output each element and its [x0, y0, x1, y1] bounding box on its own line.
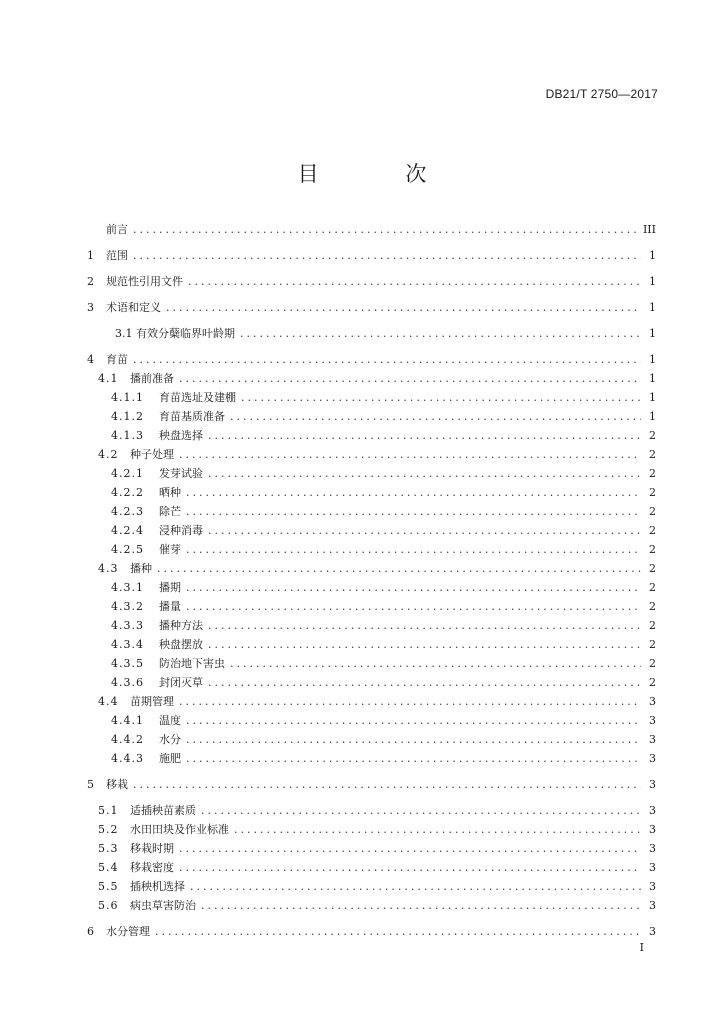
toc-entry-label: 播种方法	[159, 619, 203, 632]
toc-entry-page: 2	[649, 448, 656, 461]
toc-entry-label: 催芽	[159, 543, 181, 556]
toc-dot-leader	[186, 578, 641, 597]
toc-entry	[87, 801, 656, 820]
toc-entry-label: 浸种消毒	[159, 524, 203, 537]
toc-entry-label: 防治地下害虫	[159, 657, 225, 670]
toc-entry-label: 前言	[106, 223, 128, 236]
toc-entry	[87, 350, 656, 369]
toc-entry-label: 苗期管理	[130, 695, 174, 708]
toc-entry-number: 5.3	[98, 842, 119, 855]
toc-entry-label: 秧盘摆放	[159, 638, 203, 651]
toc-entry	[87, 578, 656, 597]
toc-entry	[87, 616, 656, 635]
toc-entry	[87, 246, 656, 265]
toc-entry	[87, 877, 656, 896]
toc-entry-label: 种子处理	[130, 448, 174, 461]
toc-entry-number: 4.4.1	[111, 714, 144, 727]
toc-entry-number: 5.5	[98, 880, 119, 893]
toc-entry	[87, 220, 656, 239]
toc-entry-page: 2	[649, 524, 656, 537]
toc-entry-label: 播前准备	[130, 372, 174, 385]
toc-entry-page: 2	[649, 581, 656, 594]
toc-entry-number: 6	[87, 925, 95, 938]
toc-entry-number: 4.4.2	[111, 733, 144, 746]
toc-entry-label: 3.1 有效分蘖临界叶龄期	[115, 327, 235, 340]
toc-entry-number: 4.3.6	[111, 676, 144, 689]
toc-entry-label: 规范性引用文件	[106, 275, 183, 288]
toc-entry-number: 2	[87, 275, 95, 288]
toc-dot-leader	[133, 775, 641, 794]
toc-entry-label: 移栽	[106, 778, 128, 791]
toc-entry-page: 3	[649, 695, 656, 708]
toc-entry-number: 4.4.3	[111, 752, 144, 765]
toc-entry-page: 3	[649, 804, 656, 817]
toc-entry-page: 2	[649, 676, 656, 689]
toc-entry-label: 发芽试验	[159, 467, 203, 480]
toc-entry-number: 4.2.2	[111, 486, 144, 499]
toc-entry-page: 3	[649, 714, 656, 727]
toc-dot-leader	[179, 369, 641, 388]
toc-dot-leader	[208, 426, 641, 445]
toc-entry-page: 3	[649, 778, 656, 791]
toc-entry-label: 封闭灭草	[159, 676, 203, 689]
toc-entry	[87, 673, 656, 692]
toc-entry	[87, 540, 656, 559]
toc-entry	[87, 922, 656, 941]
toc-entry-number: 4.2	[98, 448, 119, 461]
toc-dot-leader	[190, 877, 641, 896]
toc-entry	[87, 426, 656, 445]
toc-entry	[87, 597, 656, 616]
toc-entry-page: 3	[649, 899, 656, 912]
toc-entry	[87, 502, 656, 521]
toc-entry-page: 3	[649, 823, 656, 836]
toc-title: 目 次	[297, 162, 467, 186]
toc-entry-number: 4.3.5	[111, 657, 144, 670]
toc-entry	[87, 711, 656, 730]
toc-entry-number: 5.4	[98, 861, 119, 874]
toc-dot-leader	[208, 635, 641, 654]
toc-dot-leader	[179, 445, 641, 464]
page-number: I	[639, 941, 644, 954]
table-of-contents	[87, 220, 656, 941]
toc-entry-page: 2	[649, 600, 656, 613]
toc-entry-label: 育苗选址及建棚	[159, 391, 236, 404]
toc-entry-number: 4.1.2	[111, 410, 144, 423]
toc-entry-label: 播期	[159, 581, 181, 594]
toc-entry-label: 术语和定义	[106, 301, 161, 314]
toc-entry-label: 施肥	[159, 752, 181, 765]
toc-entry-number: 4.2.4	[111, 524, 144, 537]
toc-entry-number: 4.2.1	[111, 467, 144, 480]
toc-entry-label: 除芒	[159, 505, 181, 518]
toc-dot-leader	[201, 896, 641, 915]
toc-entry-label: 育苗	[106, 353, 128, 366]
toc-entry-page: 1	[649, 275, 656, 288]
toc-dot-leader	[186, 711, 641, 730]
toc-dot-leader	[186, 749, 641, 768]
toc-entry-label: 水分	[159, 733, 181, 746]
toc-entry-label: 播种	[130, 562, 152, 575]
toc-entry	[87, 388, 656, 407]
toc-entry-number: 4.2.5	[111, 543, 144, 556]
toc-entry	[87, 775, 656, 794]
toc-entry-page: 1	[649, 391, 656, 404]
toc-dot-leader	[201, 801, 641, 820]
toc-entry	[87, 521, 656, 540]
toc-entry-number: 4.3.4	[111, 638, 144, 651]
toc-entry-number: 4.4	[98, 695, 119, 708]
toc-entry-number: 5.1	[98, 804, 119, 817]
toc-entry-page: 1	[649, 372, 656, 385]
toc-entry-page: 2	[649, 657, 656, 670]
toc-dot-leader	[179, 839, 641, 858]
toc-entry-page: 3	[649, 733, 656, 746]
toc-entry-page: III	[642, 223, 656, 236]
toc-entry-number: 5.2	[98, 823, 119, 836]
toc-dot-leader	[241, 388, 641, 407]
toc-entry-number: 4.3.2	[111, 600, 144, 613]
toc-entry-label: 水田田块及作业标准	[130, 823, 229, 836]
toc-entry-label: 插秧机选择	[130, 880, 185, 893]
toc-entry	[87, 654, 656, 673]
toc-entry-page: 2	[649, 543, 656, 556]
toc-dot-leader	[240, 324, 641, 343]
toc-dot-leader	[234, 820, 641, 839]
toc-entry-number: 4.1.1	[111, 391, 144, 404]
toc-dot-leader	[166, 298, 641, 317]
toc-entry	[87, 324, 656, 343]
toc-entry	[87, 407, 656, 426]
toc-entry-number: 4.1	[98, 372, 119, 385]
toc-entry-page: 3	[649, 925, 656, 938]
toc-entry-page: 3	[649, 880, 656, 893]
toc-entry-label: 移栽密度	[130, 861, 174, 874]
toc-entry-number: 4.3.3	[111, 619, 144, 632]
toc-entry-page: 2	[649, 505, 656, 518]
toc-entry	[87, 839, 656, 858]
toc-entry-number: 4.2.3	[111, 505, 144, 518]
toc-entry-label: 适插秧苗素质	[130, 804, 196, 817]
toc-dot-leader	[133, 246, 641, 265]
toc-entry-label: 病虫草害防治	[130, 899, 196, 912]
toc-entry-page: 3	[649, 842, 656, 855]
toc-entry	[87, 559, 656, 578]
toc-dot-leader	[186, 483, 641, 502]
toc-dot-leader	[186, 502, 641, 521]
toc-dot-leader	[179, 858, 641, 877]
toc-dot-leader	[208, 616, 641, 635]
toc-entry	[87, 298, 656, 317]
document-code: DB21/T 2750—2017	[545, 87, 658, 101]
toc-entry-page: 1	[649, 410, 656, 423]
toc-entry-page: 2	[649, 619, 656, 632]
toc-entry-page: 2	[649, 429, 656, 442]
toc-dot-leader	[157, 559, 641, 578]
toc-entry-number: 3	[87, 301, 95, 314]
toc-entry-number: 5.6	[98, 899, 119, 912]
toc-entry-number: 4.3	[98, 562, 119, 575]
toc-entry	[87, 635, 656, 654]
toc-entry-page: 1	[649, 249, 656, 262]
toc-entry-number: 4.3.1	[111, 581, 144, 594]
toc-entry	[87, 464, 656, 483]
toc-dot-leader	[133, 220, 638, 239]
toc-entry	[87, 858, 656, 877]
toc-entry	[87, 692, 656, 711]
toc-entry-page: 2	[649, 638, 656, 651]
toc-dot-leader	[208, 521, 641, 540]
toc-dot-leader	[186, 540, 641, 559]
toc-dot-leader	[186, 730, 641, 749]
toc-entry-page: 3	[649, 861, 656, 874]
toc-entry	[87, 749, 656, 768]
toc-dot-leader	[208, 464, 641, 483]
toc-entry-page: 1	[649, 353, 656, 366]
toc-entry-label: 播量	[159, 600, 181, 613]
toc-dot-leader	[230, 654, 641, 673]
toc-dot-leader	[186, 597, 641, 616]
toc-entry	[87, 369, 656, 388]
toc-entry-label: 育苗基质准备	[159, 410, 225, 423]
toc-entry-label: 秧盘选择	[159, 429, 203, 442]
toc-entry-number: 1	[87, 249, 95, 262]
toc-entry-label: 水分管理	[106, 925, 150, 938]
toc-entry-label: 范围	[106, 249, 128, 262]
toc-entry-label: 晒种	[159, 486, 181, 499]
toc-entry	[87, 272, 656, 291]
toc-entry	[87, 896, 656, 915]
toc-dot-leader	[188, 272, 641, 291]
toc-entry-label: 移栽时期	[130, 842, 174, 855]
toc-entry-page: 2	[649, 467, 656, 480]
toc-entry-page: 2	[649, 562, 656, 575]
toc-entry-page: 3	[649, 752, 656, 765]
toc-dot-leader	[208, 673, 641, 692]
toc-entry	[87, 483, 656, 502]
toc-dot-leader	[155, 922, 641, 941]
toc-entry	[87, 730, 656, 749]
toc-entry-page: 1	[649, 327, 656, 340]
toc-entry	[87, 820, 656, 839]
toc-entry	[87, 445, 656, 464]
toc-entry-page: 2	[649, 486, 656, 499]
toc-dot-leader	[230, 407, 641, 426]
toc-dot-leader	[179, 692, 641, 711]
toc-entry-number: 4	[87, 353, 95, 366]
toc-entry-page: 1	[649, 301, 656, 314]
toc-entry-number: 5	[87, 778, 95, 791]
toc-entry-number: 4.1.3	[111, 429, 144, 442]
toc-entry-label: 温度	[159, 714, 181, 727]
toc-dot-leader	[133, 350, 641, 369]
